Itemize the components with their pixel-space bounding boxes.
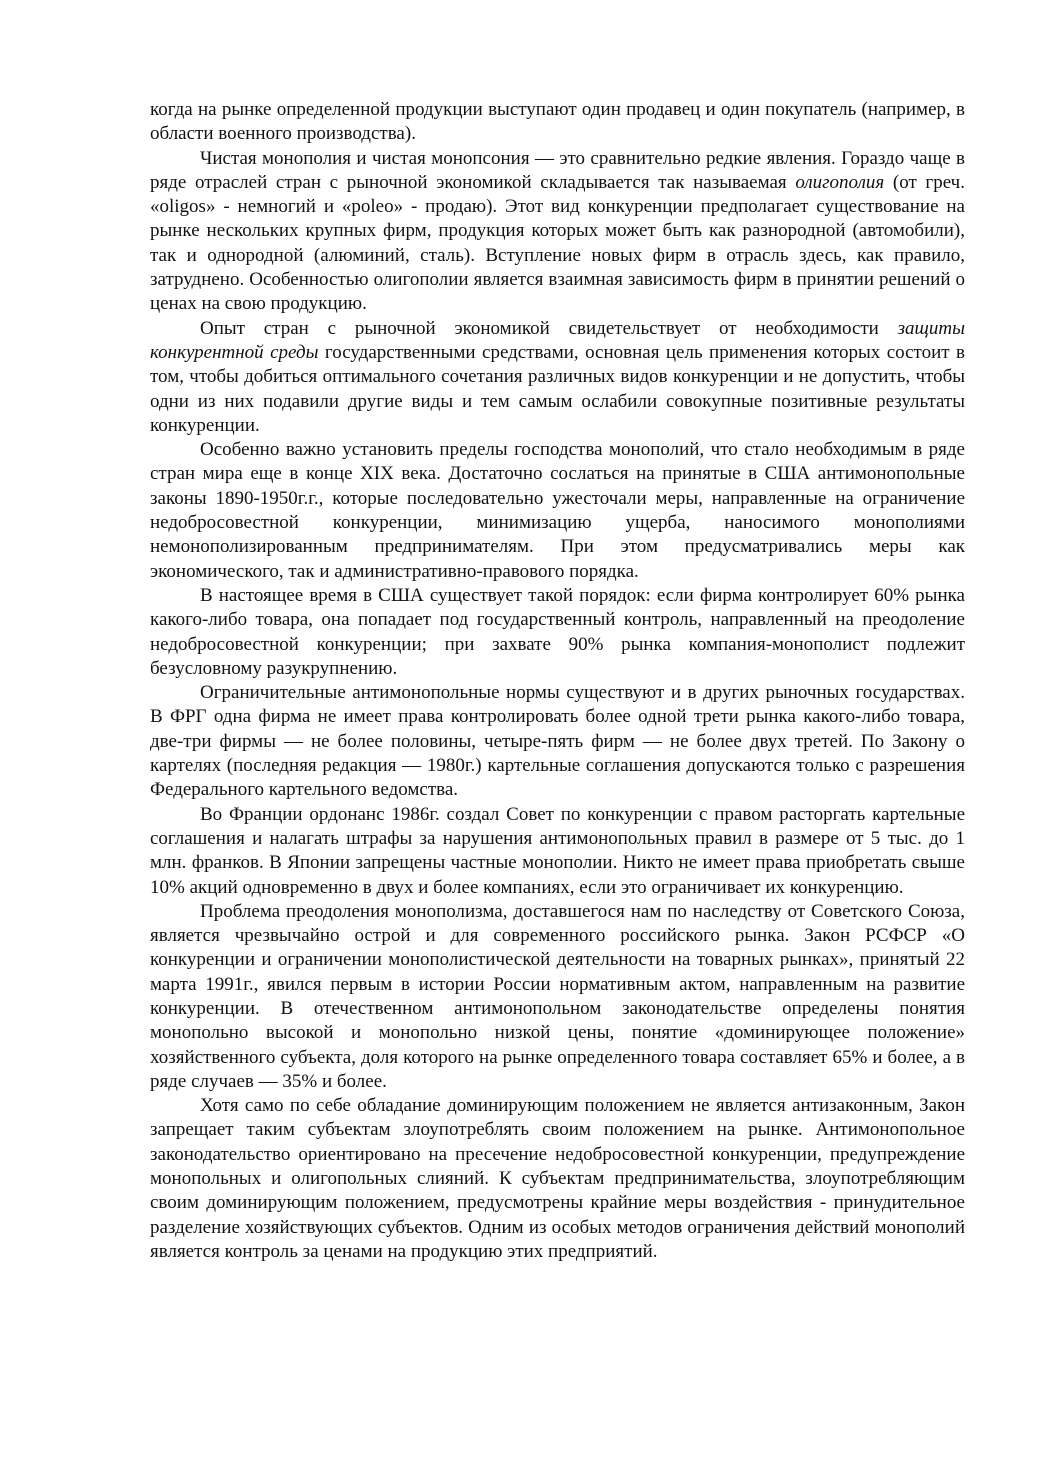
- paragraph-1: [150, 98, 965, 147]
- italic-term: защиты конкурентной среды: [150, 317, 965, 363]
- text-run: Хотя само по себе обладание доминирующим положением не является антизаконным, Закон запрещает таким субъектам злоупотреблять своим положением на рынке. Антимонопольное законодательство ориентировано на пресечение недобросовестной конкуренции, предупреждение монопольных и олигопольных слияний. К субъектам предпринимательства, злоупотребляющим своим доминирующим положением, предусмотрены крайние меры воздействия - принудительное разделение хозяйствующих субъектов. Одним из особых методов ограничения действий монополий является контроль за ценами на продукцию этих предприятий.: [150, 1095, 965, 1262]
- text-run: Во Франции ордонанс 1986г. создал Совет по конкуренции с правом расторгать картельные соглашения и налагать штрафы за нарушения антимонопольных правил в размере от 5 тыс. до 1 млн. франков. В Японии запрещены частные монополии. Никто не имеет права приобретать свыше 10% акций одновременно в двух и более компаниях, если это ограничивает их конкуренцию.: [150, 803, 965, 898]
- italic-term: олигополия: [795, 171, 885, 193]
- text-run: Чистая монополия и чистая монопсония — это сравнительно редкие явления. Гораздо чаще в ряде отраслей стран с рыночной экономикой складывается так называемая: [150, 147, 965, 193]
- text-run: (от греч. «oligos» - немногий и «poleo» - продаю). Этот вид конкуренции предполагает существование на рынке нескольких крупных фирм, продукция которых может быть как разнородной (автомобили), так и однородной (алюминий, сталь). Вступление новых фирм в отрасль здесь, как правило, затруднено. Особенностью олигополии является взаимная зависимость фирм в принятии решений о ценах на свою продукцию.: [150, 171, 965, 315]
- paragraph-5: [150, 584, 965, 681]
- text-run: когда на рынке определенной продукции выступают один продавец и один покупатель (например, в области военного производства).: [150, 99, 965, 145]
- text-run: Опыт стран с рыночной экономикой свидетельствует от необходимости: [200, 317, 898, 339]
- paragraph-9: [150, 1094, 965, 1264]
- paragraph-2: [150, 147, 965, 317]
- text-run: Ограничительные антимонопольные нормы существуют и в других рыночных государствах. В ФРГ одна фирма не имеет права контролировать более одной трети рынка какого-либо товара, две-три фирмы — не более половины, четыре-пять фирм — не более двух третей. По Закону о картелях (последняя редакция — 1980г.) картельные соглашения допускаются только с разрешения Федерального картельного ведомства.: [150, 682, 965, 801]
- paragraph-4: [150, 438, 965, 584]
- paragraph-7: [150, 803, 965, 900]
- text-run: государственными средствами, основная цель применения которых состоит в том, чтобы добиться оптимального сочетания различных видов конкуренции и не допустить, чтобы одни из них подавили другие виды и тем самым ослабили совокупные позитивные результаты конкуренции.: [150, 341, 965, 436]
- text-run: В настоящее время в США существует такой порядок: если фирма контролирует 60% рынка какого-либо товара, она попадает под государственный контроль, направленный на преодоление недобросовестной конкуренции; при захвате 90% рынка компания-монополист подлежит безусловному разукрупнению.: [150, 584, 965, 679]
- paragraph-3: [150, 317, 965, 438]
- text-run: Особенно важно установить пределы господства монополий, что стало необходимым в ряде стран мира еще в конце XIX века. Достаточно сослаться на принятые в США антимонопольные законы 1890-1950г.г., которые последовательно ужесточали меры, направленные на ограничение недобросовестной конкуренции, минимизацию ущерба, наносимого монополиями немонополизированным предпринимателям. При этом предусматривались меры как экономического, так и административно-правового порядка.: [150, 439, 965, 582]
- body-text: [150, 98, 965, 1264]
- text-run: Проблема преодоления монополизма, доставшегося нам по наследству от Советского Союза, является чрезвычайно острой и для современного российского рынка. Закон РСФСР «О конкуренции и ограничении монополистической деятельности на товарных рынках», принятый 22 марта 1991г., явился первым в истории России нормативным актом, направленным на развитие конкуренции. В отечественном антимонопольном законодательстве определены понятия монопольно высокой и монопольно низкой цены, понятие «доминирующее положение» хозяйственного субъекта, доля которого на рынке определенного товара составляет 65% и более, а в ряде случаев — 35% и более.: [150, 900, 965, 1092]
- paragraph-6: [150, 681, 965, 802]
- paragraph-8: [150, 900, 965, 1094]
